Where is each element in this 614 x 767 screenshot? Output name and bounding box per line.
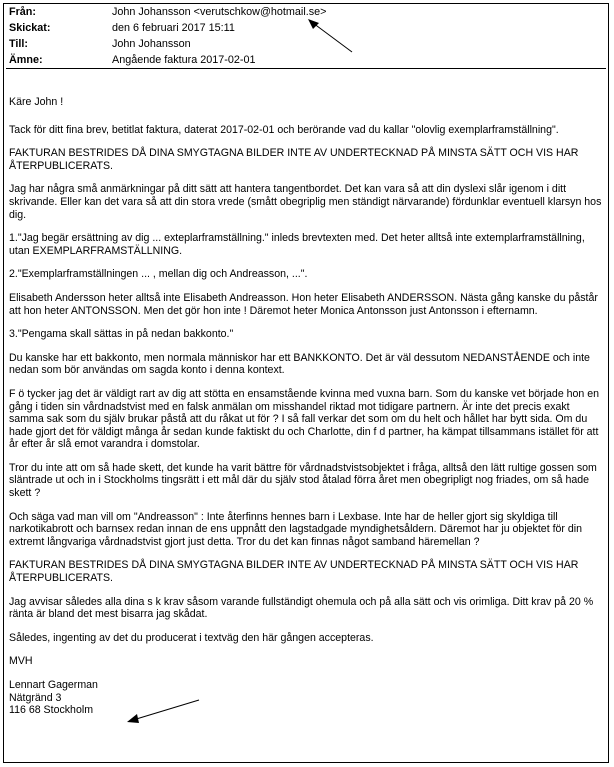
- paragraph-14: Således, ingenting av det du producerat i textväg den här gången accepteras.: [9, 631, 374, 644]
- paragraph-10: Tror du inte att om så hade skett, det kunde ha varit bättre för vårdnadstvistsobjektet i fråga, alltså den lätt rultige gossen som släntrade ut och in i Stockholms tingsrätt i ett mål där du själv stod åtalad förra året men obegripligt nog friades, om så hade skett ?: [9, 461, 597, 500]
- signature-street: Nätgränd 3: [9, 691, 62, 704]
- paragraph-13: Jag avvisar således alla dina s k krav såsom varande fullständigt ohemula och på alla sätt och vis orimliga. Ditt krav på 20 % ränta är bland det mest bisarra jag skådat.: [9, 595, 594, 621]
- sent-label: Skickat:: [9, 22, 51, 34]
- signature-name: Lennart Gagerman: [9, 679, 98, 691]
- letter-body: [9, 96, 602, 717]
- paragraph-8: Du kanske har ett bakkonto, men normala människor har ett BANKKONTO. Det är väl dessutom NEDANSTÅENDE och inte nedan som bör användas om sagda konto i denna kontext.: [9, 351, 590, 377]
- paragraph-3: Jag har några små anmärkningar på ditt sätt att hantera tangentbordet. Det kan vara så att din dyslexi slår igenom i ditt skrivande. Eller kan det vara så att din stora vrede (smått obegriplig men ständigt närvarande) fördunklar eventuell klarsyn hos dig.: [9, 183, 602, 221]
- greeting: Käre John !: [9, 96, 64, 108]
- from-label: Från:: [9, 6, 36, 18]
- document-frame: [3, 3, 609, 763]
- sent-value: den 6 februari 2017 15:11: [112, 22, 235, 34]
- signature-city: 116 68 Stockholm: [9, 704, 94, 717]
- closing: MVH: [9, 655, 33, 668]
- paragraph-12: FAKTURAN BESTRIDES DÅ DINA SMYGTAGNA BILDER INTE AV UNDERTECKNAD PÅ MINSTA SÄTT OCH VIS HAR ÅTERPUBLICERATS.: [9, 559, 579, 585]
- subject-value: Angående faktura 2017-02-01: [112, 54, 256, 66]
- paragraph-4: 1."Jag begär ersättning av dig ... exteplarframställning." inleds brevtexten med. Det heter alltså inte extemplarframställning, utan EXEMPLARFRAMSTÄLLNING.: [9, 232, 585, 257]
- paragraph-2: FAKTURAN BESTRIDES DÅ DINA SMYGTAGNA BILDER INTE AV UNDERTECKNAD PÅ MINSTA SÄTT OCH VIS HAR ÅTERPUBLICERATS.: [9, 147, 579, 172]
- paragraph-9: F ö tycker jag det är väldigt rart av dig att stötta en ensamstående kvinna med vuxna barn. Som du kanske vet började hon en gång i tiden sin vårdnadstvist med en falsk anmälan om misshandel riktad mot tidigare partnern. Är inte det precis exakt samma sak som du själv brukar påstå att du råkat ut för ? I så fall verkar det som om du helt och hållet har bytt sida. Om du hade gjort det för väldigt många år sedan kunde faktiskt du och Charlotte, din f d partner, ha kämpat tillsammans istället för att år efter år slå emot varandra i domstolar.: [9, 387, 600, 451]
- paragraph-1: Tack för ditt fina brev, betitlat faktura, daterat 2017-02-01 och berörande vad du kallar "olovlig exemplarframställning".: [9, 123, 559, 136]
- from-value: John Johansson <verutschkow@hotmail.se>: [112, 6, 327, 18]
- header-divider: [6, 68, 606, 69]
- paragraph-5: 2."Exemplarframställningen ... , mellan dig och Andreasson, ...".: [9, 268, 308, 281]
- to-value: John Johansson: [112, 38, 191, 50]
- paragraph-6: Elisabeth Andersson heter alltså inte Elisabeth Andreasson. Hon heter Elisabeth ANDERSSON. Nästa gång kanske du påstår att hon heter ANTONSSON. Men det gör hon inte ! Däremot heter Monica Antonsson just Antonsson i efternamn.: [9, 291, 598, 317]
- to-label: Till:: [9, 38, 28, 50]
- subject-label: Ämne:: [9, 54, 43, 66]
- paragraph-11: Och säga vad man vill om "Andreasson" : Inte återfinns hennes barn i Lexbase. Inte har de heller gjort sig skyldiga till narkotikabrott och barnsex redan innan de ens uppnått den lagstadgade myndighetsåldern. Däremot har ju objektet för din extremt långvariga vårdnadstvist gjort just detta. Tror du det kan finnas något samband häremellan ?: [9, 510, 583, 548]
- paragraph-7: 3."Pengama skall sättas in på nedan bakkonto.": [9, 328, 234, 341]
- email-arrow-icon: [304, 14, 364, 58]
- signature-arrow-icon: [125, 694, 205, 728]
